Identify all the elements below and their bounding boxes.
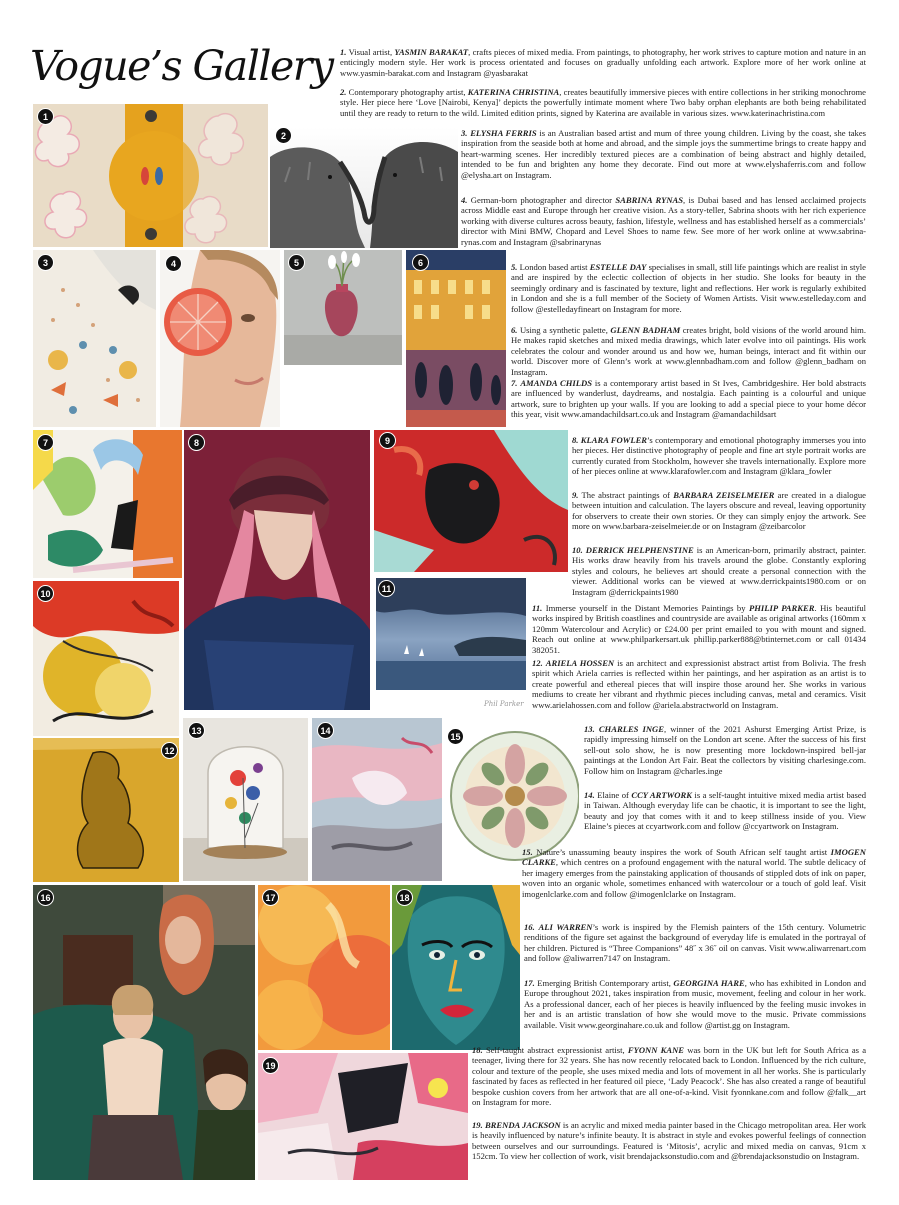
artwork-number-badge: 10 (37, 585, 54, 602)
entry-14: 14. Elaine of CCY ARTWORK is a self-taught intuitive mixed media artist based in Taiwan. Although everyday life can be chaotic, it is important to see the light, beauty and joy that comes with it and to keep stillness inside of you. View Elaine’s pieces at ccyartwork.com and follow @ccyartwork on Instagram. (584, 790, 867, 832)
artwork-number-badge: 15 (447, 728, 464, 745)
artwork-number-badge: 1 (37, 108, 54, 125)
entry-16: 16. ALI WARREN’s work is inspired by the Flemish painters of the 15th century. Volumetric renditions of the figure set against the background of everyday life is emulated in the portrayal of her children. Pictured is “Three Companions” 48˝ x 36˝ oil on canvas. Visit www.aliwarrenart.com and follow @aliwarren7147 on Instagram. (524, 922, 866, 964)
artwork-number-badge: 7 (37, 434, 54, 451)
entry-6: 6. Using a synthetic palette, GLENN BADHAM creates bright, bold visions of the world around him. He makes rapid sketches and mixed media drawings, which later evolve into oil paintings. His work celebrates the colour and wonder around us and how we, human beings, interact and fit within our world. Discover more of Glenn’s work at www.glennbadham.com and follow @glenn_badham on Instagram. (511, 325, 866, 377)
artwork-10-derrick-helphenstine (33, 581, 179, 736)
entry-13: 13. CHARLES INGE, winner of the 2021 Ashurst Emerging Artist Prize, is rapidly impressing himself on the London art scene. After the success of his first sell-out solo show, he is now presenting more lockdown-inspired bell-jar paintings at the London Art Fair. Beat the collectors by visiting charlesinge.com. Follow him on Instagram @charles.inge (584, 724, 866, 776)
artwork-number-badge: 5 (288, 254, 305, 271)
artwork-number-badge: 19 (262, 1057, 279, 1074)
artwork-17-georgina-hare (258, 885, 390, 1050)
artwork-number-badge: 8 (188, 434, 205, 451)
artwork-number-badge: 9 (379, 432, 396, 449)
entry-1: 1. Visual artist, YASMIN BARAKAT, crafts pieces of mixed media. From paintings, to photography, her work strives to capture motion and nature in an enticingly modern style. Her work is process orientated and focuses on gradually unfolding each artwork. Explore more of her work online at www.yasmin-barakat.com and Instagram @yasbarakat (340, 47, 866, 78)
artwork-number-badge: 6 (412, 254, 429, 271)
artwork-4-sabrina-rynas (160, 250, 280, 427)
artwork-number-badge: 16 (37, 889, 54, 906)
entry-5: 5. London based artist ESTELLE DAY specialises in small, still life paintings which are realist in style and are inspired by the eclectic collection of objects in her studio. She looks for beauty in the seemingly ordinary and is fascinated by texture, light and reflections. Her work is regularly exhibited in London and she is a full member of the Society of Women Artists. Visit www.estelleday.com and follow @estelledayfineart on Instagram for more. (511, 262, 866, 314)
entry-7: 7. AMANDA CHILDS is a contemporary artist based in St Ives, Cambridgeshire. Her bold abstracts are influenced by wanderlust, daydreams, and nostalgia. Each painting is a colourful and unique artwork, sure to brighten up your walls. If you are looking to add a special piece to your home décor this year, visit www.amandachildsart.co.uk and Instagram @amandachildsart (511, 378, 866, 420)
page-title: Vogue’s Gallery (30, 42, 333, 90)
entry-4: 4. German-born photographer and director SABRINA RYNAS, is Dubai based and has lensed acclaimed projects across Middle east and Europe through her creative vision. As a story-teller, Sabrina shoots with her rich experience working with diverse cultures across beauty, fashion, lifestyle, wellness and has established herself as a commercials’ director with Mini BMW, Chopard and Level Shoes to name few. See more of her work online at www.sabrina-rynas.com and Instagram @sabrinarynas (461, 195, 866, 247)
artwork-16-ali-warren (33, 885, 255, 1180)
entry-12: 12. ARIELA HOSSEN is an architect and expressionist abstract artist from Bolivia. The fresh spirit which Ariela carries is reflected within her paintings, and her aspiration as an artist is to create powerful and ethereal pieces that will inspire those around her. She works in various mediums to create her vibrant and rhythmic pieces including canvas, metal and ceramics. Visit www.arielahossen.com and follow @ariela.abstractworld on Instagram. (532, 658, 866, 710)
entry-11: 11. Immerse yourself in the Distant Memories Paintings by PHILIP PARKER. His beautiful works inspired by British coastlines and countryside are available as original artworks (160mm x 120mm Watercolour and Acrylic) or £24.00 per print emailed to you with mount and signed. Reach out online at www.philparkersart.uk phillip.parker888@btinternet.com or call 01434 382051. (532, 603, 867, 655)
artwork-5-estelle-day (284, 250, 402, 365)
artwork-18-fyonn-kane (392, 885, 520, 1050)
artwork-number-badge: 3 (37, 254, 54, 271)
artwork-number-badge: 2 (275, 127, 292, 144)
entry-3: 3. ELYSHA FERRIS is an Australian based artist and mum of three young children. Living by the coast, she takes inspiration from the seaside both at home and abroad, and the simple joys the summertime brings to create happy and heart-warming scenes. Her incredibly textured pieces are a combination of being abstract and highly detailed, intended to be fun and brighten any home they decorate. Find out more at www.elyshaferris.com and follow @elysha.art on Instagram. (461, 128, 866, 180)
artwork-number-badge: 14 (317, 722, 334, 739)
artwork-number-badge: 12 (161, 742, 178, 759)
artwork-19-brenda-jackson (258, 1053, 468, 1180)
entry-18: 18. Self-taught abstract expressionist artist, FYONN KANE was born in the UK but left for South Africa as a teenager, living there for 32 years. She has now recently relocated back to London. Influenced by the rich culture, colour and texture of the people, she uses mixed media and lots of movement in all her works. She is particularly fascinated by faces as reflected in her featured oil piece, ‘Lady Peacock’. She has also created a range of beautiful bespoke cushion covers from her artwork that are all one-of-a-kind. Visit fyonnkane.com and follow @falk__art on Instagram for more. (472, 1045, 867, 1108)
entry-10: 10. DERRICK HELPHENSTINE is an American-born, primarily abstract, painter. His works draw heavily from his travels around the globe. Constantly exploring styles and colours, he believes art should create a personal connection with the viewer. Additional works can be viewed at www.derrickpaints1980.com or on Instagram @derrickpaints1980 (572, 545, 866, 597)
artwork-15-imogen-clarke (443, 724, 579, 864)
artwork-6-glenn-badham (406, 250, 506, 427)
artwork-9-barbara-zeiselmeier (374, 430, 568, 572)
artwork-13-charles-inge (183, 718, 308, 881)
artwork-1-yasmin-barakat (33, 104, 268, 247)
artwork-12-ariela-hossen (33, 738, 179, 882)
artwork-11-philip-parker (374, 576, 528, 716)
entry-9: 9. The abstract paintings of BARBARA ZEISELMEIER are created in a dialogue between intuition and calculation. The layers obscure and reveal, leaving opportunity for observers to create their own stories. Or they can simply enjoy the artwork. See more on www.barbara-zeiselmeier.de or on Instagram @zeibarcolor (572, 490, 866, 532)
artist-signature: Phil Parker (484, 700, 524, 708)
artwork-number-badge: 13 (188, 722, 205, 739)
artwork-number-badge: 17 (262, 889, 279, 906)
artwork-8-klara-fowler (184, 430, 370, 710)
artwork-2-katerina-christina (270, 127, 458, 248)
entry-2: 2. Contemporary photography artist, KATERINA CHRISTINA, creates beautifully immersive pieces with entire collections in her striking monochrome style. Her piece here ‘Love [Nairobi, Kenya]’ depicts the powerfully intimate moment where Two baby orphan elephants are both being rehabilitated until they are ready to return to the wild. Limited edition prints, signed by Katerina are available in various sizes. www.katerinachristina.com (340, 87, 866, 118)
artwork-number-badge: 18 (396, 889, 413, 906)
entry-8: 8. KLARA FOWLER’s contemporary and emotional photography immerses you into her pieces. Her distinctive photography of people and fine art style portrait works are currently curated from Stockholm, however she travels internationally. Explore more of her pieces online at www.klarafowler.com and Instagram @klara_fowler (572, 435, 866, 477)
entry-17: 17. Emerging British Contemporary artist, GEORGINA HARE, who has exhibited in London and Europe throughout 2021, takes inspiration from music, movement, feeling and colour in her work. As a professional dancer, each of her pieces is heavily influenced by the feeling music invokes in her and is an artistic translation of how she would move to the music. Private commissions available. Visit www.georginahare.co.uk and follow @artist.gg on Instagram. (524, 978, 866, 1030)
artwork-14-ccy-artwork (312, 718, 442, 881)
artwork-number-badge: 4 (165, 255, 182, 272)
artwork-number-badge: 11 (378, 580, 395, 597)
artwork-3-elysha-ferris (33, 250, 156, 427)
entry-19: 19. BRENDA JACKSON is an acrylic and mixed media painter based in the Chicago metropolitan area. Her work is heavily influenced by nature’s infinite beauty. It is abstract in style and evokes powerful feelings of connection between ourselves and our surroundings. Featured is ‘Mitosis’, acrylic and mixed media on canvas, 91cm x 152cm. To view her collection of work, visit brendajacksonstudio.com and @brendajacksonstudio on Instagram. (472, 1120, 866, 1162)
entry-15: 15. Nature’s unassuming beauty inspires the work of South African self taught artist IMOGEN CLARKE, which centres on a profound engagement with the natural world. The subtle delicacy of her imagery emerges from the painstaking application of thousands of stippled dots of ink on paper, woven into an organic whole, sometimes enhanced with watercolour or a touch of gold leaf. Visit imogenlclarke.com and follow @imogenlclarke on Instagram. (522, 847, 866, 899)
artwork-7-amanda-childs (33, 430, 182, 578)
